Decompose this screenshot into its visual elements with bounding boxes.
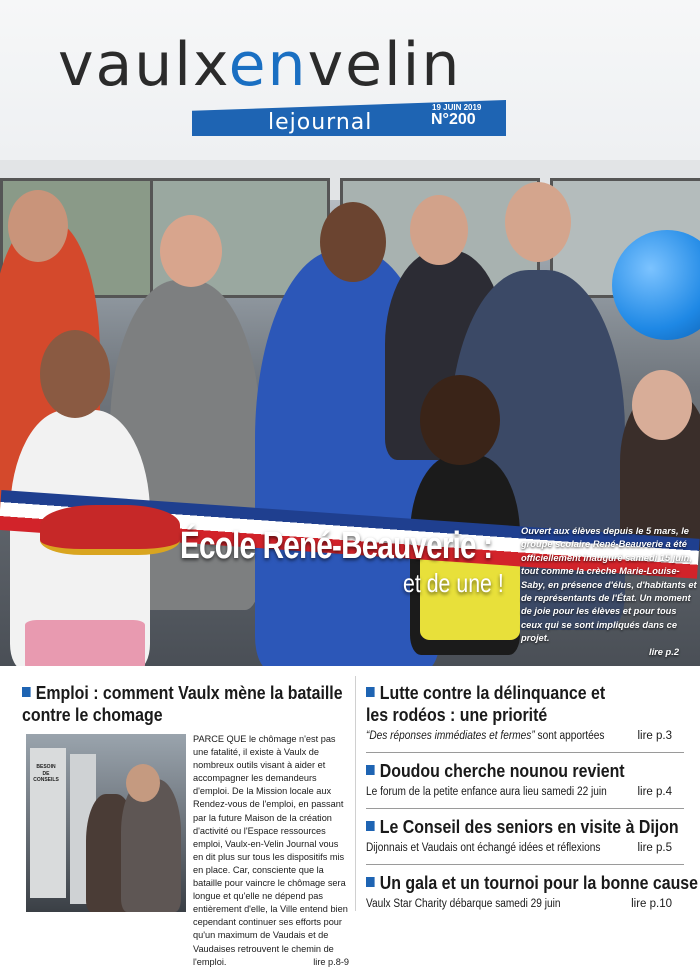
news-subtitle-text: Vaulx Star Charity débarque samedi 29 juin <box>366 898 561 910</box>
person-head <box>8 190 68 262</box>
news-subtitle-text: Le forum de la petite enfance aura lieu samedi 22 juin <box>366 786 607 798</box>
news-subtitle-rest: sont apportées <box>534 730 605 742</box>
person-head <box>505 182 571 262</box>
news-subtitle-text <box>366 730 604 742</box>
journal-label: lejournal <box>268 110 373 135</box>
issue-date: 19 JUIN 2019 <box>432 103 482 112</box>
feature-ref: lire p.8-9 <box>313 956 349 967</box>
issue-number: N°200 <box>431 111 476 128</box>
news-title <box>366 872 698 894</box>
news-ref: lire p.5 <box>637 842 672 854</box>
cover-lede-text: Ouvert aux élèves depuis le 5 mars, le groupe scolaire René-Beauverie a été officiellement inauguré samedi 15 juin, tout comme la crèche Marie-Louise-Saby, en présence d'élus, d'habitants et de représentants de l'État. Un moment de joie pour les élèves et pour tous ceux qui se sont impliqués dans ce projet. <box>521 526 697 644</box>
news-item <box>366 816 686 858</box>
person-head <box>320 202 386 282</box>
bottom-section <box>0 666 700 967</box>
feature-body-text: le chômage n'est pas une fatalité, il existe à Vaulx de nombreux outils visant à aider et accompagner les demandeurs d'emploi. De la Mission locale aux Rendez-vous de l'emploi, en passant par la future Maison de la création d'activité ou l'Espace ressources emploi, Vaulx-en-Velin Journal vous en dit plus sur tous les dispositifs mis en place. Car, consciente que la bataille pour vaincre le chômage sera longue et qu'elle ne dépend pas entièrement d'elle, la Ville entend bien cependant continuer ses efforts pour qu'un maximum de Vaudais et de Vaudaises retrouvent le chemin de l'emploi. <box>193 734 348 967</box>
child-head <box>420 375 500 465</box>
news-ref: lire p.3 <box>637 730 672 742</box>
news-title-line1: Un gala et un tournoi pour la bonne cause <box>379 872 698 893</box>
title-part-velin: velin <box>307 30 462 100</box>
news-subtitle <box>366 786 686 802</box>
person-head <box>632 370 692 440</box>
person-head <box>160 215 222 287</box>
bullet-square-icon <box>366 821 375 831</box>
cover-lede <box>521 525 699 659</box>
photo-sign-line2: DE CONSEILS <box>33 771 59 783</box>
news-ref: lire p.4 <box>637 786 672 798</box>
title-part-en: en <box>228 30 308 100</box>
news-title <box>366 816 679 838</box>
child-head <box>40 330 110 418</box>
news-title-line2: les rodéos : une priorité <box>366 704 548 725</box>
feature-photo <box>26 734 186 912</box>
column-divider <box>355 676 356 911</box>
red-cushion <box>40 505 180 555</box>
child-trousers <box>25 620 145 666</box>
feature-title <box>22 682 343 726</box>
news-title <box>366 760 641 782</box>
news-item <box>366 682 686 746</box>
person-head <box>410 195 468 265</box>
news-title-line1: Doudou cherche nounou revient <box>379 760 625 781</box>
news-separator <box>366 752 684 753</box>
news-subtitle <box>366 842 686 858</box>
news-separator <box>366 864 684 865</box>
news-subtitle-text: Dijonnais et Vaudais ont échangé idées et réflexions <box>366 842 601 854</box>
news-title-line1: Lutte contre la délinquance et <box>379 682 606 703</box>
feature-body <box>193 733 349 969</box>
news-ref: lire p.10 <box>631 898 672 910</box>
cover-headline: École René-Beauverie : <box>180 525 493 567</box>
newspaper-title <box>58 30 461 100</box>
title-part-vaulx: vaulx <box>58 30 229 100</box>
cover-lede-ref: lire p.2 <box>649 646 679 657</box>
person-head <box>126 764 160 802</box>
news-subtitle-quote: “Des réponses immédiates et fermes” <box>366 730 535 742</box>
news-subtitle <box>366 730 686 746</box>
news-item <box>366 872 698 914</box>
bullet-square-icon <box>366 877 375 887</box>
masthead <box>0 0 700 160</box>
news-separator <box>366 808 684 809</box>
feature-title-line2: contre le chomage <box>22 704 163 725</box>
news-item <box>366 760 686 802</box>
cover-subheadline: et de une ! <box>403 568 504 598</box>
photo-sign-line1: BESOIN <box>36 764 56 770</box>
feature-body-lead: PARCE QUE <box>193 734 247 744</box>
news-subtitle <box>366 898 686 914</box>
bullet-square-icon <box>366 765 375 775</box>
feature-title-line1: Emploi : comment Vaulx mène la bataille <box>35 682 343 703</box>
bullet-square-icon <box>366 687 375 697</box>
news-title <box>366 682 641 726</box>
bullet-square-icon <box>22 687 31 697</box>
news-title-line1: Le Conseil des seniors en visite à Dijon <box>379 816 679 837</box>
